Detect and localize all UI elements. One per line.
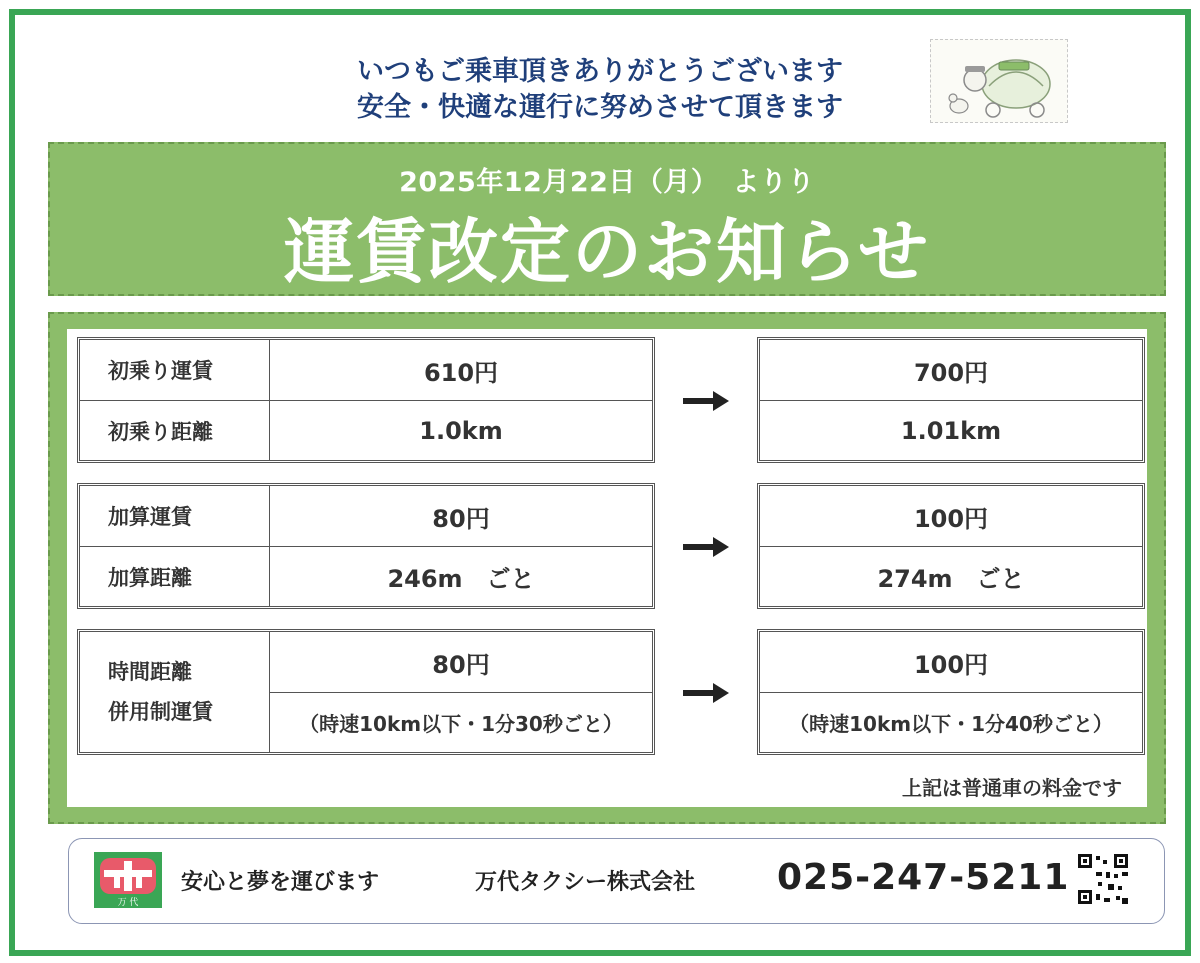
greeting-line-1: いつもご乗車頂きありがとうございます [357, 56, 843, 87]
greeting-line-2: 安全・快適な運行に努めさせて頂きます [357, 92, 843, 123]
row-value: 274m ごと [877, 565, 1025, 593]
fare-table-added-after [757, 483, 1145, 609]
table-row [80, 340, 652, 400]
company-name: 万代タクシー株式会社 [475, 870, 696, 895]
row-label: 加算距離 [80, 547, 270, 606]
logo-text: 万 代 [117, 898, 139, 908]
row-value: 700円 [913, 358, 989, 387]
row-value: 80円 [432, 504, 490, 533]
footer-bar [68, 838, 1165, 924]
phone-number: 025-247-5211 [777, 857, 1070, 898]
table-row [760, 693, 1142, 752]
effective-date: 2025年12月22日（月） よりり [399, 167, 815, 198]
qr-code-icon [1077, 853, 1129, 905]
fare-table-base-before [77, 337, 655, 463]
row-label: 初乗り距離 [80, 401, 270, 460]
row-condition: （時速10km以下・1分40秒ごと） [789, 712, 1113, 736]
label-line: 時間距離 [108, 660, 192, 684]
fare-table-base-after [757, 337, 1145, 463]
fare-note: 上記は普通車の料金です [902, 776, 1122, 800]
company-logo [94, 852, 162, 908]
row-label: 加算運賃 [80, 486, 270, 546]
label-line: 併用制運賃 [108, 700, 213, 724]
table-row [80, 547, 652, 606]
arrow-right-icon [683, 391, 729, 411]
table-row [760, 401, 1142, 460]
row-value: 246m ごと [387, 565, 535, 593]
table-row [80, 401, 652, 460]
row-value: 100円 [913, 650, 989, 679]
fare-panel-inner [67, 329, 1147, 807]
table-row [760, 632, 1142, 692]
arrow-right-icon [683, 537, 729, 557]
row-value: 1.01km [900, 416, 1002, 445]
fare-table-time-after [757, 629, 1145, 755]
table-row [760, 340, 1142, 400]
table-row [760, 547, 1142, 606]
arrow-right-icon [683, 683, 729, 703]
company-slogan: 安心と夢を運びます [181, 870, 380, 895]
row-label: 初乗り運賃 [80, 340, 270, 400]
table-row [760, 486, 1142, 546]
turtle-taxi-icon [931, 40, 1067, 122]
row-value: 80円 [432, 650, 490, 679]
fare-table-added-before [77, 483, 655, 609]
announcement-banner [48, 142, 1166, 296]
row-value: 100円 [913, 504, 989, 533]
table-row [270, 632, 652, 692]
table-row [80, 486, 652, 546]
table-row [270, 693, 652, 752]
fare-panel [48, 312, 1166, 824]
row-value: 1.0km [419, 416, 503, 445]
taxi-mascot-illustration [930, 39, 1068, 123]
banner-title: 運賃改定のお知らせ [284, 211, 930, 293]
fare-table-time-before [77, 629, 655, 755]
banzai-logo-icon [94, 852, 162, 908]
row-value: 610円 [423, 358, 499, 387]
row-condition: （時速10km以下・1分30秒ごと） [299, 712, 623, 736]
row-label [80, 632, 270, 752]
